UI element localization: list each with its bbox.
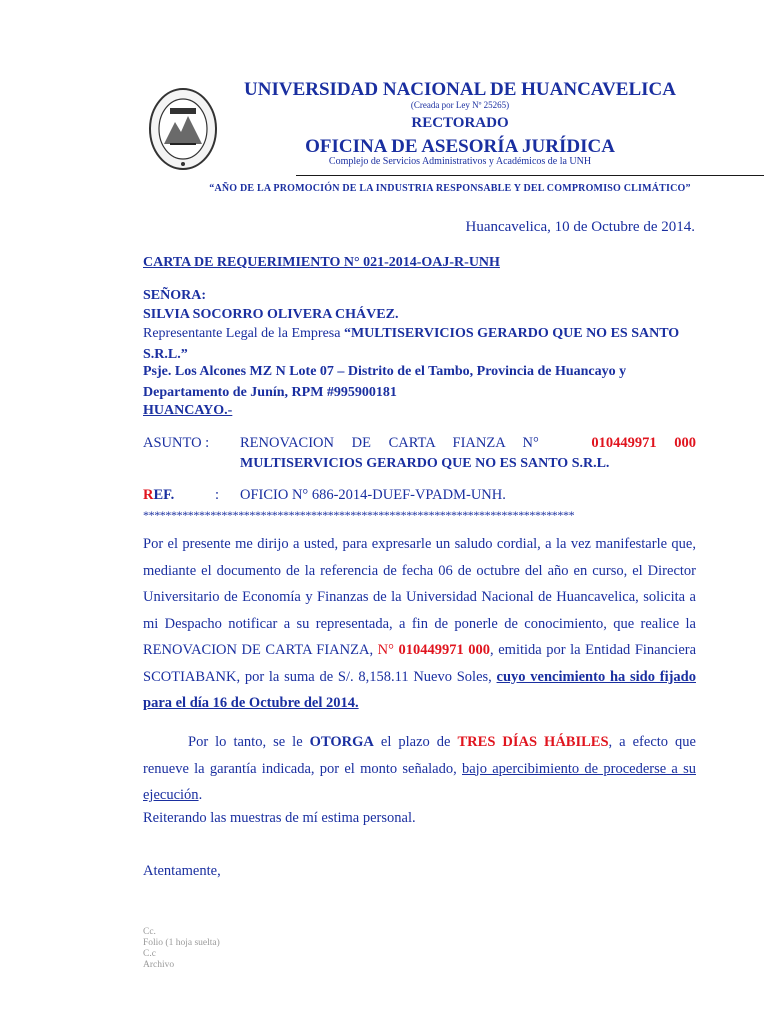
letter-title: CARTA DE REQUERIMIENTO N° 021-2014-OAJ-R-UNH <box>143 255 500 270</box>
reference-colon: : <box>215 487 220 503</box>
reference-r: R <box>143 487 154 503</box>
p1-number-label: N° <box>377 642 394 658</box>
year-motto: “AÑO DE LA PROMOCIÓN DE LA INDUSTRIA RESPONSABLE Y DEL COMPROMISO CLIMÁTICO” <box>209 183 691 194</box>
p2-text-b: el plazo de <box>373 734 458 750</box>
body-paragraph-3: Reiterando las muestras de mí estima personal. <box>143 810 416 826</box>
closing: Atentamente, <box>143 863 221 879</box>
role-prefix: Representante Legal de la Empresa <box>143 326 344 341</box>
recipient-name: SILVIA SOCORRO OLIVERA CHÁVEZ. <box>143 307 399 322</box>
p1-due-date: cuyo vencimiento ha sido fijado para el día 16 de Octubre del 2014. <box>143 668 696 711</box>
footer-archivo: Archivo <box>143 960 175 970</box>
subject-number: 010449971 000 <box>591 435 696 451</box>
reference-text: OFICIO N° 686-2014-DUEF-VPADM-UNH. <box>240 487 506 503</box>
body-paragraph-2 <box>143 729 696 809</box>
complex-name: Complejo de Servicios Administrativos y Académicos de la UNH <box>328 156 592 167</box>
recipient-city: HUANCAYO.- <box>143 403 233 418</box>
p2-text-a: Por lo tanto, se le <box>188 734 310 750</box>
footer-folio: Folio (1 hoja suelta) <box>143 938 220 948</box>
p2-otorga: OTORGA <box>309 734 374 750</box>
office-name: OFICINA DE ASESORÍA JURÍDICA <box>305 136 615 157</box>
university-name: UNIVERSIDAD NACIONAL DE HUANCAVELICA <box>244 79 676 100</box>
company-name: “MULTISERVICIOS GERARDO QUE NO ES SANTO S.R.L.” <box>143 326 680 362</box>
recipient-address: Psje. Los Alcones MZ N Lote 07 – Distrito de el Tambo, Provincia de Huancayo y Departamento de Junín, RPM #995900181 <box>143 364 627 400</box>
subject-text: RENOVACION DE CARTA FIANZA N° <box>240 435 539 451</box>
rectorado-label: RECTORADO <box>411 115 509 131</box>
subject-line <box>240 435 696 452</box>
header-divider <box>296 175 764 176</box>
reference-label <box>143 487 174 504</box>
recipient-role <box>143 323 696 365</box>
p2-warning: bajo apercibimiento de procederse a su ejecución <box>143 760 696 803</box>
salutation: SEÑORA: <box>143 288 207 303</box>
separator: ***************************************************************************** <box>143 508 575 522</box>
footer-cc2: C.c <box>143 949 156 959</box>
creation-law: (Creada por Ley Nº 25265) <box>410 100 510 110</box>
reference-ef: EF. <box>153 487 175 503</box>
p1-text-a: Por el presente me dirijo a usted, para expresarle un saludo cordial, a la vez manifestarle que, mediante el documento de la referencia de fecha 06 de octubre del año en curso, el Director Universitario de Economía y Finanzas de la Universidad Nacional de Huancavelica, solicita a mi Despacho notificar a su representada, a fin de ponerle de conocimiento, que realice la RENOVACION DE CARTA FIANZA, <box>143 536 696 658</box>
p1-number: 010449971 000 <box>398 642 491 658</box>
p2-text-d: . <box>198 787 203 803</box>
p2-text-c: , a efecto que renueve la garantía indicada, por el monto señalado, <box>143 734 696 777</box>
footer-cc: Cc. <box>143 927 156 937</box>
letter-date: Huancavelica, 10 de Octubre de 2014. <box>465 219 695 235</box>
subject-company: MULTISERVICIOS GERARDO QUE NO ES SANTO S.R.L. <box>240 456 610 471</box>
body-paragraph-1 <box>143 531 696 717</box>
p1-text-b: , emitida por la Entidad Financiera SCOTIABANK, por la suma de S/. 8,158.11 Nuevo Soles, <box>143 642 697 685</box>
subject-label: ASUNTO : <box>143 435 210 451</box>
p2-days: TRES DÍAS HÁBILES <box>457 734 609 750</box>
